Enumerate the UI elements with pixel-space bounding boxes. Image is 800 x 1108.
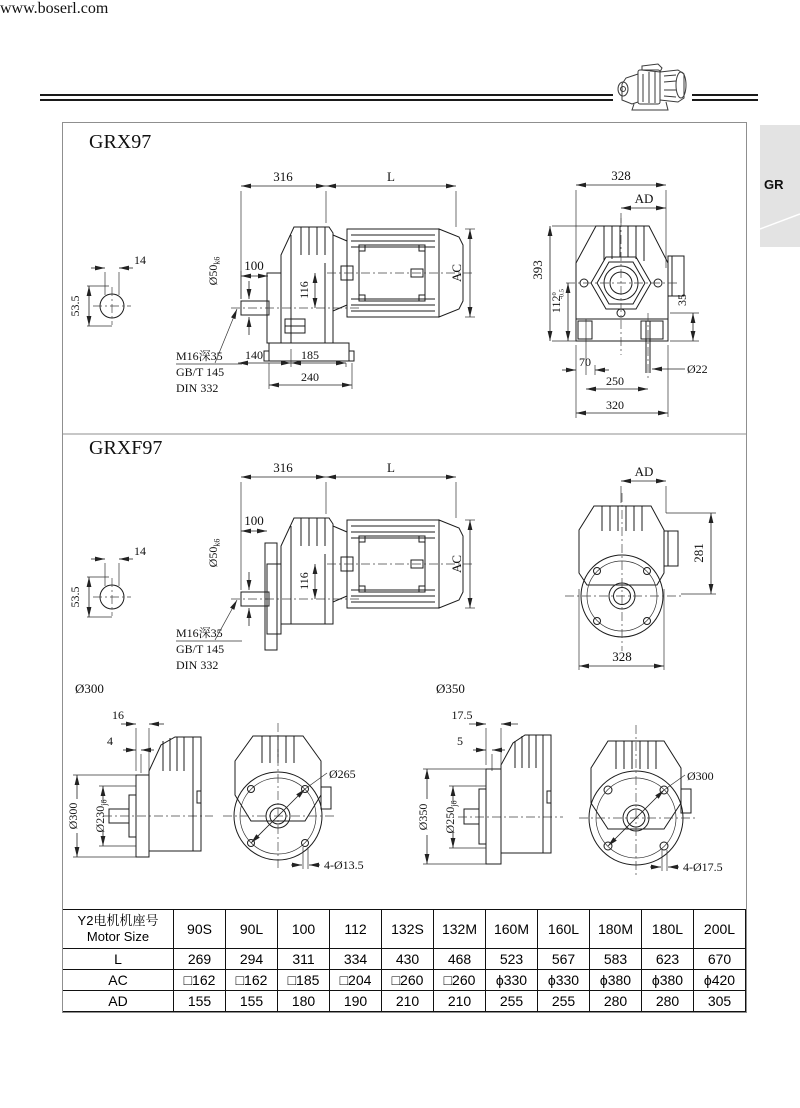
cell: □260 [382, 970, 434, 991]
dim-o300-bolt: Ø300 [687, 769, 714, 783]
cell: 468 [434, 949, 486, 970]
cell: 280 [590, 991, 642, 1012]
section-tab-gr [760, 125, 800, 247]
cell: 255 [486, 991, 538, 1012]
dim-17-5: 17.5 [451, 708, 473, 722]
cell: 155 [174, 991, 226, 1012]
dim-281: 281 [691, 543, 706, 563]
cell: □260 [434, 970, 486, 991]
dim-o22: Ø22 [687, 362, 708, 376]
col-header: 200L [694, 910, 746, 949]
cell: 269 [174, 949, 226, 970]
cell: □162 [226, 970, 278, 991]
dim-240: 240 [301, 370, 319, 384]
top-rule-right-2 [692, 99, 758, 101]
row-label: AD [63, 991, 174, 1012]
header-en: Motor Size [86, 929, 150, 944]
table-header-motor-size [63, 910, 174, 949]
dim-70: 70 [579, 355, 591, 369]
title-grxf97: GRXF97 [89, 437, 163, 459]
dim-116: 116 [297, 281, 311, 299]
dim-140: 140 [245, 348, 263, 362]
flange-300-view [66, 681, 364, 872]
content-frame [62, 122, 747, 1013]
dim-100: 100 [244, 513, 264, 528]
grxf97-side-view [68, 460, 475, 672]
dim-185: 185 [301, 348, 319, 362]
cell: ϕ330 [538, 970, 590, 991]
cell: ϕ380 [642, 970, 694, 991]
cell: 430 [382, 949, 434, 970]
cell: □185 [278, 970, 330, 991]
motor-size-table [63, 909, 746, 1012]
dim-320: 320 [606, 398, 624, 412]
cell: 583 [590, 949, 642, 970]
technical-drawings [63, 123, 746, 1012]
dim-AD: AD [634, 191, 654, 206]
row-label: AC [63, 970, 174, 991]
dim-53-5: 53.5 [68, 586, 82, 608]
svg-text:GB/T 145: GB/T 145 [176, 365, 225, 379]
top-rule-left-2 [40, 99, 613, 101]
cell: 210 [382, 991, 434, 1012]
thread-note [176, 349, 224, 395]
grx97-side-view [68, 169, 475, 395]
dim-o265: Ø265 [329, 767, 356, 781]
dim-AD: AD [634, 464, 654, 479]
dim-316: 316 [273, 460, 293, 475]
title-flange-300: Ø300 [75, 681, 104, 696]
dim-L: L [387, 460, 395, 475]
tab-label: GR [764, 177, 784, 192]
dim-o250j6: $Ø250_{j6}$ [443, 800, 459, 834]
cell: 294 [226, 949, 278, 970]
col-header: 90L [226, 910, 278, 949]
cell: 155 [226, 991, 278, 1012]
title-grx97: GRX97 [89, 131, 152, 153]
dim-250: 250 [606, 374, 624, 388]
col-header: 100 [278, 910, 330, 949]
dim-holes: 4-Ø13.5 [324, 858, 364, 872]
cell: 523 [486, 949, 538, 970]
svg-text:DIN 332: DIN 332 [176, 658, 219, 672]
dim-5: 5 [457, 734, 463, 748]
cell: 210 [434, 991, 486, 1012]
dim-53-5: 53.5 [68, 295, 82, 317]
col-header: 180M [590, 910, 642, 949]
row-label: L [63, 949, 174, 970]
cell: ϕ330 [486, 970, 538, 991]
dim-316: 316 [273, 169, 293, 184]
col-header: 132S [382, 910, 434, 949]
website-url: www.boserl.com [0, 0, 109, 17]
dim-o230j6: $Ø230_{j6}$ [93, 799, 109, 833]
col-header: 90S [174, 910, 226, 949]
grxf97-rear-view [565, 464, 716, 670]
svg-text:M16深35: M16深35 [176, 626, 223, 640]
cell: 311 [278, 949, 330, 970]
flange-350-view [416, 681, 723, 878]
cell: 280 [642, 991, 694, 1012]
dim-4: 4 [107, 734, 113, 748]
dim-L: L [387, 169, 395, 184]
col-header: 112 [330, 910, 382, 949]
thread-note [176, 626, 224, 672]
cell: 180 [278, 991, 330, 1012]
dim-holes: 4-Ø17.5 [683, 860, 723, 874]
dim-35: 35 [675, 294, 689, 306]
top-rule-left-1 [40, 94, 613, 96]
cell: 190 [330, 991, 382, 1012]
cell: ϕ380 [590, 970, 642, 991]
dim-AC: AC [449, 263, 464, 283]
grx97-rear-view [530, 168, 708, 418]
cell: 334 [330, 949, 382, 970]
cell: 305 [694, 991, 746, 1012]
cell: ϕ420 [694, 970, 746, 991]
dim-14: 14 [134, 253, 146, 267]
cell: 567 [538, 949, 590, 970]
header-cn: Y2电机机座号 [77, 913, 159, 929]
dim-shaft-dia: $Ø50_{k6}$ [206, 538, 222, 568]
col-header: 160M [486, 910, 538, 949]
dim-shaft-dia: $Ø50_{k6}$ [206, 256, 222, 286]
dim-112-tol: $112^0-0.5$ [549, 288, 566, 314]
title-flange-350: Ø350 [436, 681, 465, 696]
gearmotor-logo [612, 60, 696, 114]
dim-o300: Ø300 [66, 802, 80, 830]
cell: □162 [174, 970, 226, 991]
col-header: 132M [434, 910, 486, 949]
dim-393: 393 [530, 260, 545, 280]
dim-328: 328 [611, 168, 631, 183]
top-rule-right-1 [692, 94, 758, 96]
dim-116: 116 [297, 572, 311, 590]
cell: □204 [330, 970, 382, 991]
svg-text:GB/T 145: GB/T 145 [176, 642, 225, 656]
dim-328: 328 [612, 649, 632, 664]
col-header: 160L [538, 910, 590, 949]
cell: 255 [538, 991, 590, 1012]
svg-text:DIN 332: DIN 332 [176, 381, 219, 395]
cell: 623 [642, 949, 694, 970]
dim-o350: Ø350 [416, 803, 430, 831]
svg-text:M16深35: M16深35 [176, 349, 223, 363]
dim-AC: AC [449, 554, 464, 574]
dim-100: 100 [244, 258, 264, 273]
dim-16: 16 [112, 708, 124, 722]
col-header: 180L [642, 910, 694, 949]
dim-14: 14 [134, 544, 146, 558]
cell: 670 [694, 949, 746, 970]
